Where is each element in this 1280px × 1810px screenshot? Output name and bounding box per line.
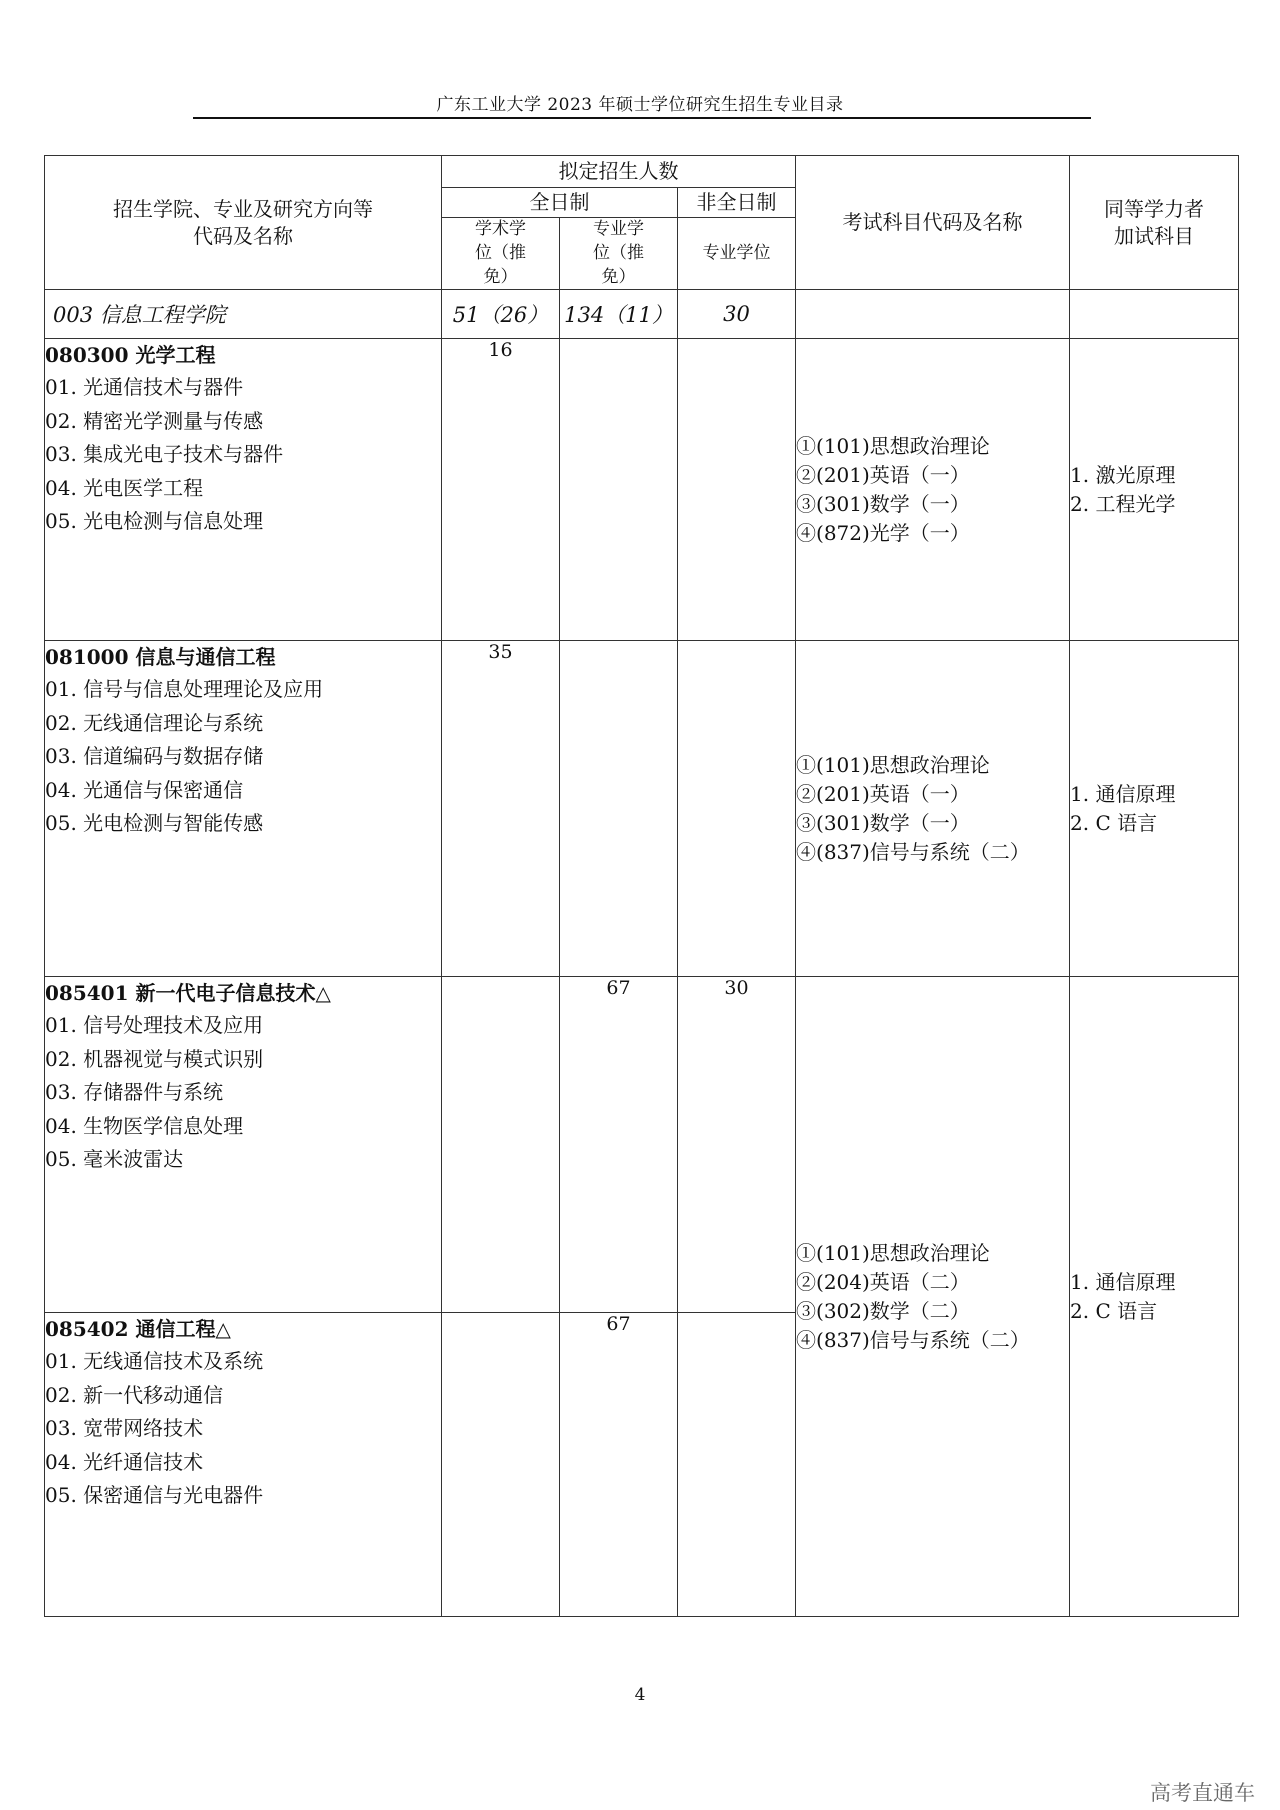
research-direction: 04. 生物医学信息处理	[45, 1113, 244, 1138]
parttime-count	[678, 1313, 796, 1617]
exam-subject: ④(837)信号与系统（二）	[796, 1327, 1030, 1352]
watermark: 高考直通车	[1150, 1781, 1255, 1805]
research-direction: 03. 宽带网络技术	[45, 1416, 204, 1441]
academic-count: 35	[442, 641, 560, 977]
header-professional-degree: 专业学位（推免）	[560, 218, 678, 290]
admission-catalog-table	[44, 155, 1239, 1617]
academic-count	[442, 977, 560, 1313]
major-row	[45, 977, 1239, 1313]
research-direction: 04. 光纤通信技术	[45, 1449, 204, 1474]
exam-subject: ①(101)思想政治理论	[796, 433, 990, 458]
college-extra-empty	[1070, 290, 1239, 339]
exam-subject: ②(201)英语（一）	[796, 462, 970, 487]
professional-count	[560, 641, 678, 977]
major-info	[45, 339, 442, 641]
research-direction: 01. 信号与信息处理理论及应用	[45, 677, 324, 702]
extra-subjects	[1070, 977, 1239, 1617]
exam-subject: ①(101)思想政治理论	[796, 752, 990, 777]
college-parttime-count: 30	[678, 290, 796, 339]
research-direction: 05. 毫米波雷达	[45, 1147, 184, 1172]
header-academic-degree: 学术学位（推免）	[442, 218, 560, 290]
extra-subjects	[1070, 641, 1239, 977]
college-row	[45, 290, 1239, 339]
header-divider	[193, 117, 1091, 119]
research-direction: 02. 无线通信理论与系统	[45, 710, 264, 735]
header-planned-enrollment: 拟定招生人数	[442, 156, 796, 188]
research-direction: 01. 光通信技术与器件	[45, 375, 244, 400]
page-number: 4	[634, 1685, 646, 1705]
exam-subject: ②(201)英语（一）	[796, 781, 970, 806]
major-row	[45, 339, 1239, 641]
extra-subject: 1. 激光原理	[1070, 462, 1176, 487]
extra-subject: 2. C 语言	[1070, 1298, 1158, 1323]
major-title: 085402 通信工程△	[45, 1317, 231, 1342]
exam-subject: ③(302)数学（二）	[796, 1298, 970, 1323]
exam-subjects	[796, 641, 1070, 977]
academic-count	[442, 1313, 560, 1617]
research-direction: 05. 保密通信与光电器件	[45, 1483, 264, 1508]
exam-subject: ④(872)光学（一）	[796, 520, 970, 545]
exam-subjects	[796, 977, 1070, 1617]
header-exam-subjects: 考试科目代码及名称	[796, 156, 1070, 290]
research-direction: 01. 信号处理技术及应用	[45, 1013, 264, 1038]
exam-subject: ②(204)英语（二）	[796, 1269, 970, 1294]
exam-subject: ③(301)数学（一）	[796, 810, 970, 835]
header-major-column: 招生学院、专业及研究方向等代码及名称	[45, 156, 442, 290]
research-direction: 02. 机器视觉与模式识别	[45, 1046, 264, 1071]
research-direction: 05. 光电检测与信息处理	[45, 509, 264, 534]
parttime-count	[678, 641, 796, 977]
exam-subject: ④(837)信号与系统（二）	[796, 839, 1030, 864]
professional-count: 67	[560, 977, 678, 1313]
professional-count: 67	[560, 1313, 678, 1617]
college-exam-empty	[796, 290, 1070, 339]
research-direction: 04. 光通信与保密通信	[45, 777, 244, 802]
parttime-count: 30	[678, 977, 796, 1313]
header-parttime: 非全日制	[678, 188, 796, 218]
academic-count: 16	[442, 339, 560, 641]
college-professional-count: 134（11）	[560, 290, 678, 339]
research-direction: 05. 光电检测与智能传感	[45, 811, 264, 836]
research-direction: 04. 光电医学工程	[45, 475, 204, 500]
major-title: 081000 信息与通信工程	[45, 645, 276, 670]
parttime-count	[678, 339, 796, 641]
extra-subject: 2. C 语言	[1070, 810, 1158, 835]
college-academic-count: 51（26）	[442, 290, 560, 339]
major-row	[45, 641, 1239, 977]
exam-subjects	[796, 339, 1070, 641]
header-professional-degree-parttime: 专业学位	[678, 218, 796, 290]
extra-subjects	[1070, 339, 1239, 641]
major-info	[45, 1313, 442, 1617]
research-direction: 03. 存储器件与系统	[45, 1080, 224, 1105]
major-info	[45, 977, 442, 1313]
major-info	[45, 641, 442, 977]
major-title: 080300 光学工程	[45, 343, 216, 368]
professional-count	[560, 339, 678, 641]
header-fulltime: 全日制	[442, 188, 678, 218]
research-direction: 02. 新一代移动通信	[45, 1382, 224, 1407]
major-title: 085401 新一代电子信息技术△	[45, 981, 331, 1006]
research-direction: 03. 集成光电子技术与器件	[45, 442, 284, 467]
exam-subject: ③(301)数学（一）	[796, 491, 970, 516]
extra-subject: 2. 工程光学	[1070, 491, 1176, 516]
research-direction: 01. 无线通信技术及系统	[45, 1349, 264, 1374]
research-direction: 02. 精密光学测量与传感	[45, 408, 264, 433]
exam-subject: ①(101)思想政治理论	[796, 1240, 990, 1265]
page-title: 广东工业大学 2023 年硕士学位研究生招生专业目录	[436, 95, 844, 115]
college-name: 003 信息工程学院	[45, 290, 442, 339]
research-direction: 03. 信道编码与数据存储	[45, 744, 264, 769]
extra-subject: 1. 通信原理	[1070, 781, 1176, 806]
header-extra-subjects: 同等学力者加试科目	[1070, 156, 1239, 290]
extra-subject: 1. 通信原理	[1070, 1269, 1176, 1294]
